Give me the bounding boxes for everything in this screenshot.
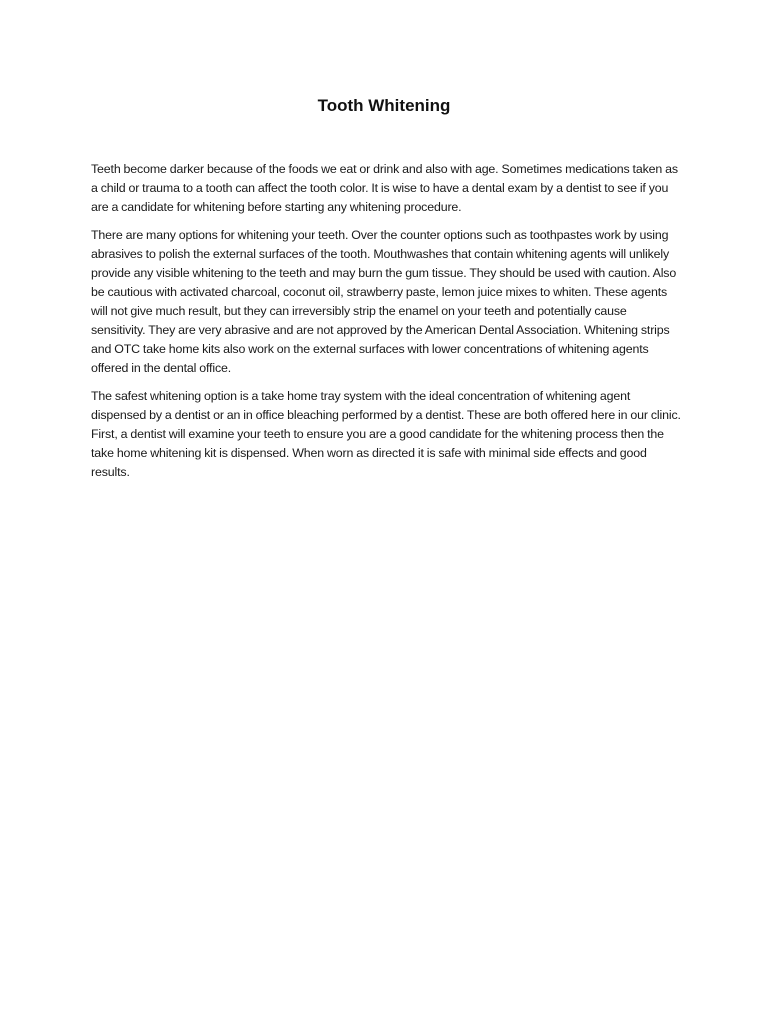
paragraph-1: Teeth become darker because of the foods we eat or drink and also with age. Sometimes medications taken as a child or trauma to a tooth can affect the tooth color. It is wise to have a dental exam by a dentist to see if you are a candidate for whitening before starting any whitening procedure. — [91, 162, 678, 214]
paragraph-3: The safest whitening option is a take home tray system with the ideal concentration of whitening agent dispensed by a dentist or an in office bleaching performed by a dentist. These are both offered here in our clinic. First, a dentist will examine your teeth to ensure you are a good candidate for the whitening process then the take home whitening kit is dispensed. When worn as directed it is safe with minimal side effects and good results. — [91, 389, 681, 479]
document-title: Tooth Whitening — [317, 96, 451, 115]
document-body — [91, 160, 681, 491]
paragraph-2: There are many options for whitening your teeth. Over the counter options such as toothpastes work by using abrasives to polish the external surfaces of the tooth. Mouthwashes that contain whitening agents will unlikely provide any visible whitening to the teeth and may burn the gum tissue. They should be used with caution. Also be cautious with activated charcoal, coconut oil, strawberry paste, lemon juice mixes to whiten. These agents will not give much result, but they can irreversibly strip the enamel on your teeth and potentially cause sensitivity. They are very abrasive and are not approved by the American Dental Association. Whitening strips and OTC take home kits also work on the external surfaces with lower concentrations of whitening agents offered in the dental office. — [91, 228, 677, 375]
